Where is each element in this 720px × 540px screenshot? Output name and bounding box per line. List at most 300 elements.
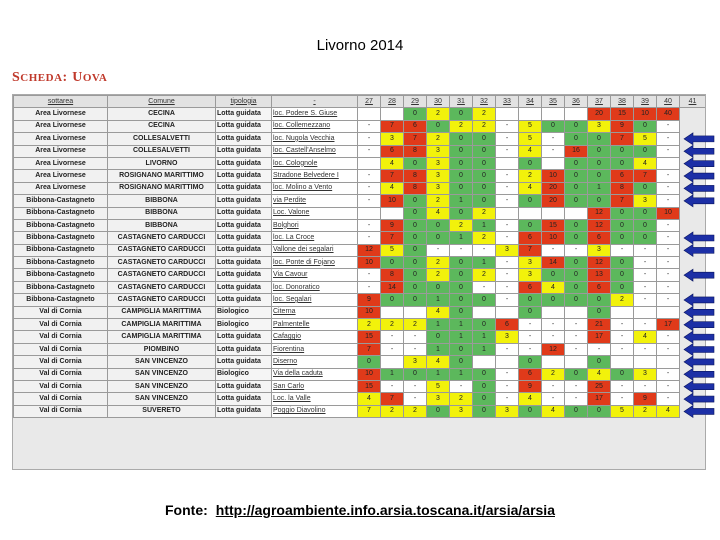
sottarea-cell: Bibbona-Castagneto: [14, 207, 108, 219]
count-cell: -: [473, 281, 496, 293]
sottarea-cell: Area Livornese: [14, 120, 108, 132]
sottarea-cell: Val di Cornia: [14, 343, 108, 355]
count-cell: 5: [519, 133, 542, 145]
count-cell: 0: [450, 281, 473, 293]
comune-cell: CASTAGNETO CARDUCCI: [108, 269, 216, 281]
count-cell: 2: [427, 108, 450, 120]
count-cell: 4: [542, 281, 565, 293]
localita-link[interactable]: Palmentelle: [272, 319, 358, 331]
column-header[interactable]: 31: [450, 96, 473, 108]
count-cell: 0: [542, 294, 565, 306]
count-cell: 2: [450, 393, 473, 405]
localita-link[interactable]: Loc. Valone: [272, 207, 358, 219]
count-cell: 15: [542, 219, 565, 231]
count-cell: 0: [473, 393, 496, 405]
count-cell: 7: [381, 232, 404, 244]
count-cell: -: [634, 244, 657, 256]
count-cell: 0: [404, 195, 427, 207]
count-cell: 3: [450, 405, 473, 417]
tipologia-cell: Biologico: [216, 306, 272, 318]
count-cell: 0: [634, 232, 657, 244]
localita-link[interactable]: loc. Colognole: [272, 157, 358, 169]
count-cell: -: [657, 294, 680, 306]
count-cell: -: [657, 368, 680, 380]
arrow-marker: [684, 244, 714, 256]
count-cell: 6: [519, 368, 542, 380]
column-header[interactable]: 39: [634, 96, 657, 108]
count-cell: 2: [634, 405, 657, 417]
count-cell: -: [358, 195, 381, 207]
count-cell: 15: [358, 331, 381, 343]
count-cell: 3: [588, 120, 611, 132]
count-cell: 4: [427, 356, 450, 368]
count-cell: 0: [404, 207, 427, 219]
count-cell: 0: [404, 157, 427, 169]
localita-link[interactable]: loc. Podere S. Giuse: [272, 108, 358, 120]
count-cell: -: [358, 269, 381, 281]
localita-link[interactable]: San Carlo: [272, 380, 358, 392]
count-cell: -: [657, 257, 680, 269]
localita-link[interactable]: loc. Donoratico: [272, 281, 358, 293]
count-cell: -: [611, 331, 634, 343]
count-cell: 7: [634, 170, 657, 182]
count-cell: 2: [473, 120, 496, 132]
count-cell: 20: [542, 182, 565, 194]
tipologia-cell: Lotta guidata: [216, 244, 272, 256]
comune-cell: CECINA: [108, 120, 216, 132]
count-cell: -: [634, 343, 657, 355]
localita-link[interactable]: loc. Segalari: [272, 294, 358, 306]
count-cell: 4: [381, 182, 404, 194]
tipologia-cell: Biologico: [216, 319, 272, 331]
arrow-marker: [684, 294, 714, 306]
localita-link[interactable]: Loc. la Valle: [272, 393, 358, 405]
count-cell: 4: [381, 157, 404, 169]
sottarea-cell: Bibbona-Castagneto: [14, 257, 108, 269]
count-cell: -: [381, 343, 404, 355]
count-cell: 3: [381, 133, 404, 145]
count-cell: 0: [565, 232, 588, 244]
count-cell: 9: [381, 219, 404, 231]
count-cell: 12: [588, 207, 611, 219]
tipologia-cell: Lotta guidata: [216, 356, 272, 368]
count-cell: 2: [473, 269, 496, 281]
count-cell: -: [588, 343, 611, 355]
localita-link[interactable]: loc. Molino a Vento: [272, 182, 358, 194]
localita-link[interactable]: Stradone Belvedere I: [272, 170, 358, 182]
column-header[interactable]: 37: [588, 96, 611, 108]
count-cell: 6: [496, 319, 519, 331]
sottarea-cell: Val di Cornia: [14, 319, 108, 331]
count-cell: 3: [404, 356, 427, 368]
count-cell: 3: [496, 244, 519, 256]
count-cell: 7: [611, 133, 634, 145]
count-cell: 2: [473, 232, 496, 244]
count-cell: 0: [588, 356, 611, 368]
count-cell: 5: [611, 405, 634, 417]
localita-link[interactable]: Poggio Diavolino: [272, 405, 358, 417]
count-cell: 7: [358, 343, 381, 355]
column-header[interactable]: 34: [519, 96, 542, 108]
tipologia-cell: Lotta guidata: [216, 380, 272, 392]
count-cell: 9: [611, 120, 634, 132]
column-header[interactable]: 30: [427, 96, 450, 108]
count-cell: 0: [588, 405, 611, 417]
count-cell: 10: [657, 207, 680, 219]
column-header[interactable]: tipologia: [216, 96, 272, 108]
count-cell: 0: [519, 219, 542, 231]
count-cell: 0: [634, 120, 657, 132]
count-cell: 8: [404, 170, 427, 182]
count-cell: 4: [542, 405, 565, 417]
localita-link[interactable]: loc. Castell'Anselmo: [272, 145, 358, 157]
count-cell: 0: [634, 145, 657, 157]
count-cell: -: [611, 343, 634, 355]
count-cell: -: [565, 331, 588, 343]
count-cell: 0: [427, 281, 450, 293]
count-cell: 0: [634, 219, 657, 231]
comune-cell: PIOMBINO: [108, 343, 216, 355]
arrow-marker: [684, 145, 714, 157]
column-header[interactable]: sottarea: [14, 96, 108, 108]
count-cell: 0: [427, 405, 450, 417]
comune-cell: LIVORNO: [108, 157, 216, 169]
count-cell: 0: [565, 120, 588, 132]
source-caption: [0, 502, 720, 518]
count-cell: 3: [519, 257, 542, 269]
count-cell: -: [542, 331, 565, 343]
count-cell: 0: [565, 219, 588, 231]
sottarea-cell: Bibbona-Castagneto: [14, 281, 108, 293]
count-cell: 3: [634, 368, 657, 380]
localita-link[interactable]: Citerna: [272, 306, 358, 318]
sottarea-cell: Area Livornese: [14, 133, 108, 145]
count-cell: -: [657, 244, 680, 256]
count-cell: -: [496, 219, 519, 231]
count-cell: 0: [611, 257, 634, 269]
count-cell: 4: [519, 182, 542, 194]
column-header[interactable]: 28: [381, 96, 404, 108]
column-header[interactable]: 38: [611, 96, 634, 108]
count-cell: -: [450, 244, 473, 256]
count-cell: 4: [634, 157, 657, 169]
comune-cell: BIBBONA: [108, 207, 216, 219]
count-cell: 1: [473, 331, 496, 343]
localita-link[interactable]: Diserno: [272, 356, 358, 368]
localita-link[interactable]: Via Cavour: [272, 269, 358, 281]
count-cell: -: [358, 281, 381, 293]
localita-link[interactable]: Via della caduta: [272, 368, 358, 380]
count-cell: 0: [588, 195, 611, 207]
count-cell: 0: [427, 120, 450, 132]
count-cell: 0: [404, 232, 427, 244]
count-cell: 0: [588, 170, 611, 182]
count-cell: 3: [634, 195, 657, 207]
tipologia-cell: Lotta guidata: [216, 269, 272, 281]
column-header[interactable]: 40: [657, 96, 680, 108]
sottarea-cell: Bibbona-Castagneto: [14, 244, 108, 256]
tipologia-cell: Lotta guidata: [216, 182, 272, 194]
count-cell: 15: [611, 108, 634, 120]
count-cell: 0: [611, 232, 634, 244]
count-cell: -: [634, 380, 657, 392]
count-cell: 0: [404, 108, 427, 120]
count-cell: 5: [634, 133, 657, 145]
comune-cell: BIBBONA: [108, 195, 216, 207]
count-cell: 6: [519, 232, 542, 244]
column-header[interactable]: 36: [565, 96, 588, 108]
count-cell: 0: [473, 170, 496, 182]
count-cell: 7: [519, 244, 542, 256]
count-cell: 4: [519, 393, 542, 405]
count-cell: 2: [381, 405, 404, 417]
count-cell: 0: [588, 145, 611, 157]
count-cell: 0: [565, 170, 588, 182]
sottarea-cell: Val di Cornia: [14, 393, 108, 405]
sottarea-cell: Area Livornese: [14, 145, 108, 157]
comune-cell: CASTAGNETO CARDUCCI: [108, 281, 216, 293]
count-cell: 0: [565, 281, 588, 293]
count-cell: 2: [611, 294, 634, 306]
tipologia-cell: Lotta guidata: [216, 145, 272, 157]
count-cell: 21: [588, 319, 611, 331]
column-header[interactable]: -: [272, 96, 358, 108]
count-cell: 1: [427, 294, 450, 306]
count-cell: 4: [634, 331, 657, 343]
localita-link[interactable]: Fiorentina: [272, 343, 358, 355]
count-cell: 0: [450, 269, 473, 281]
count-cell: -: [542, 133, 565, 145]
localita-link[interactable]: Cafaggio: [272, 331, 358, 343]
count-cell: -: [542, 393, 565, 405]
count-cell: 6: [519, 281, 542, 293]
count-cell: 14: [542, 257, 565, 269]
count-cell: -: [657, 393, 680, 405]
column-header[interactable]: 35: [542, 96, 565, 108]
count-cell: 1: [450, 319, 473, 331]
count-cell: -: [358, 182, 381, 194]
count-cell: 7: [404, 133, 427, 145]
localita-link[interactable]: loc. Nugola Vecchia: [272, 133, 358, 145]
count-cell: -: [404, 343, 427, 355]
count-cell: 0: [450, 356, 473, 368]
localita-link[interactable]: loc. La Croce: [272, 232, 358, 244]
count-cell: -: [496, 232, 519, 244]
count-cell: 17: [588, 393, 611, 405]
column-header[interactable]: 33: [496, 96, 519, 108]
tipologia-cell: Lotta guidata: [216, 157, 272, 169]
count-cell: 12: [588, 219, 611, 231]
count-cell: -: [657, 380, 680, 392]
count-cell: 6: [588, 281, 611, 293]
comune-cell: COLLESALVETTI: [108, 133, 216, 145]
count-cell: 0: [450, 145, 473, 157]
count-cell: 0: [404, 269, 427, 281]
count-cell: -: [657, 219, 680, 231]
sottarea-cell: Bibbona-Castagneto: [14, 195, 108, 207]
count-cell: 10: [542, 170, 565, 182]
count-cell: -: [496, 145, 519, 157]
count-cell: 0: [473, 380, 496, 392]
count-cell: 0: [565, 257, 588, 269]
count-cell: -: [519, 343, 542, 355]
count-cell: 0: [519, 294, 542, 306]
count-cell: 13: [588, 269, 611, 281]
sottarea-cell: Val di Cornia: [14, 368, 108, 380]
arrow-marker: [684, 405, 714, 417]
count-cell: 3: [588, 244, 611, 256]
count-cell: 2: [542, 368, 565, 380]
count-cell: 0: [450, 343, 473, 355]
arrow-marker: [684, 182, 714, 194]
count-cell: 7: [381, 393, 404, 405]
count-cell: 4: [588, 368, 611, 380]
count-cell: -: [611, 319, 634, 331]
count-cell: -: [542, 244, 565, 256]
count-cell: 4: [519, 145, 542, 157]
sottarea-cell: Val di Cornia: [14, 356, 108, 368]
count-cell: 2: [381, 319, 404, 331]
count-cell: 6: [588, 232, 611, 244]
count-cell: -: [358, 232, 381, 244]
column-header[interactable]: 29: [404, 96, 427, 108]
count-cell: -: [657, 145, 680, 157]
count-cell: 3: [496, 405, 519, 417]
count-cell: 5: [427, 380, 450, 392]
arrow-marker: [684, 356, 714, 368]
tipologia-cell: Lotta guidata: [216, 219, 272, 231]
count-cell: 9: [634, 393, 657, 405]
count-cell: 8: [611, 182, 634, 194]
count-cell: 1: [427, 319, 450, 331]
column-header[interactable]: 32: [473, 96, 496, 108]
sottarea-cell: Val di Cornia: [14, 405, 108, 417]
arrow-marker: [684, 232, 714, 244]
count-cell: 2: [427, 195, 450, 207]
count-cell: 16: [565, 145, 588, 157]
count-cell: 0: [404, 257, 427, 269]
count-cell: 0: [565, 368, 588, 380]
localita-link[interactable]: Vallone dei segalari: [272, 244, 358, 256]
sottarea-cell: Area Livornese: [14, 182, 108, 194]
count-cell: 6: [381, 145, 404, 157]
count-cell: -: [657, 343, 680, 355]
page-title: Livorno 2014: [316, 37, 404, 54]
sottarea-cell: Val di Cornia: [14, 380, 108, 392]
comune-cell: CASTAGNETO CARDUCCI: [108, 257, 216, 269]
count-cell: 0: [473, 145, 496, 157]
count-cell: 0: [611, 269, 634, 281]
count-cell: 0: [450, 207, 473, 219]
localita-link[interactable]: via Perdite: [272, 195, 358, 207]
count-cell: 0: [565, 133, 588, 145]
comune-cell: BIBBONA: [108, 219, 216, 231]
tipologia-cell: Lotta guidata: [216, 405, 272, 417]
count-cell: 7: [381, 170, 404, 182]
count-cell: -: [542, 319, 565, 331]
count-cell: 8: [404, 145, 427, 157]
count-cell: 0: [588, 133, 611, 145]
localita-link[interactable]: Bolghori: [272, 219, 358, 231]
comune-cell: CAMPIGLIA MARITTIMA: [108, 306, 216, 318]
arrow-marker: [684, 170, 714, 182]
count-cell: -: [381, 380, 404, 392]
count-cell: 3: [427, 157, 450, 169]
count-cell: 2: [427, 133, 450, 145]
count-cell: 0: [542, 120, 565, 132]
count-cell: -: [657, 232, 680, 244]
localita-link[interactable]: loc. Ponte di Fojano: [272, 257, 358, 269]
count-cell: -: [657, 281, 680, 293]
column-header[interactable]: 41: [680, 96, 706, 108]
comune-cell: SUVERETO: [108, 405, 216, 417]
count-cell: 2: [427, 257, 450, 269]
count-cell: -: [358, 219, 381, 231]
count-cell: 0: [450, 170, 473, 182]
count-cell: 10: [358, 306, 381, 318]
arrow-marker: [684, 319, 714, 331]
count-cell: 4: [358, 393, 381, 405]
count-cell: 0: [611, 157, 634, 169]
count-cell: 1: [450, 331, 473, 343]
count-cell: -: [496, 120, 519, 132]
count-cell: -: [404, 393, 427, 405]
localita-link[interactable]: loc. Collemezzano: [272, 120, 358, 132]
count-cell: -: [496, 368, 519, 380]
count-cell: 9: [519, 380, 542, 392]
count-cell: 0: [381, 294, 404, 306]
sottarea-cell: Area Livornese: [14, 170, 108, 182]
count-cell: -: [358, 170, 381, 182]
count-cell: 0: [450, 306, 473, 318]
count-cell: 8: [404, 182, 427, 194]
arrow-marker: [684, 306, 714, 318]
sottarea-cell: Val di Cornia: [14, 331, 108, 343]
sottarea-cell: Area Livornese: [14, 157, 108, 169]
count-cell: -: [496, 393, 519, 405]
count-cell: 0: [450, 157, 473, 169]
count-cell: 10: [634, 108, 657, 120]
count-cell: 4: [657, 405, 680, 417]
sottarea-cell: Bibbona-Castagneto: [14, 232, 108, 244]
comune-cell: CASTAGNETO CARDUCCI: [108, 244, 216, 256]
tipologia-cell: Lotta guidata: [216, 108, 272, 120]
count-cell: 0: [519, 195, 542, 207]
tipologia-cell: Lotta guidata: [216, 133, 272, 145]
count-cell: -: [519, 331, 542, 343]
count-cell: -: [611, 393, 634, 405]
count-cell: -: [496, 257, 519, 269]
sottarea-cell: Val di Cornia: [14, 306, 108, 318]
count-cell: 0: [473, 294, 496, 306]
count-cell: -: [657, 269, 680, 281]
arrow-marker: [684, 269, 714, 281]
count-cell: 0: [565, 195, 588, 207]
comune-cell: ROSIGNANO MARITTIMO: [108, 182, 216, 194]
tipologia-cell: Lotta guidata: [216, 331, 272, 343]
source-link[interactable]: http://agroambiente.info.arsia.toscana.it/arsia/arsia: [215, 502, 555, 518]
arrow-marker: [684, 381, 714, 393]
sottarea-cell: Area Livornese: [14, 108, 108, 120]
comune-cell: CASTAGNETO CARDUCCI: [108, 294, 216, 306]
comune-cell: CECINA: [108, 108, 216, 120]
column-header[interactable]: Comune: [108, 96, 216, 108]
count-cell: 7: [358, 405, 381, 417]
count-cell: 15: [358, 380, 381, 392]
count-cell: 3: [496, 331, 519, 343]
column-header[interactable]: 27: [358, 96, 381, 108]
tipologia-cell: Lotta guidata: [216, 232, 272, 244]
